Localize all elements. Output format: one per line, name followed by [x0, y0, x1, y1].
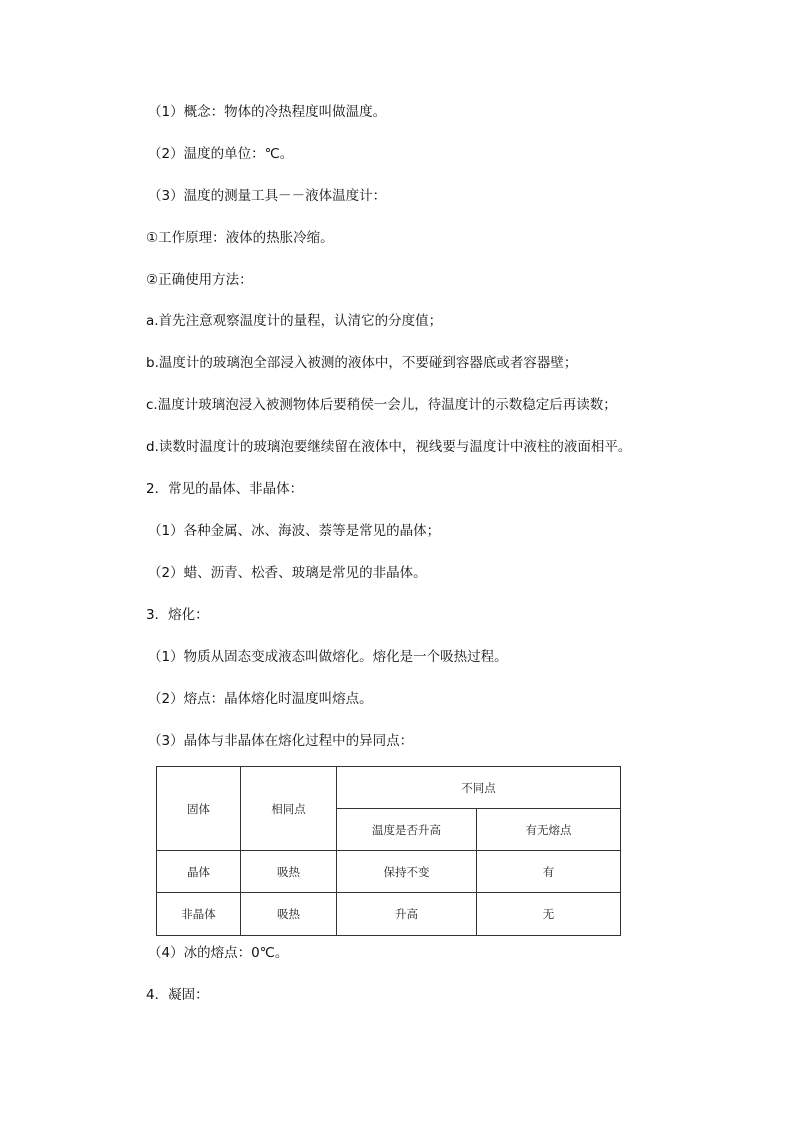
row-name: 晶体: [157, 851, 241, 893]
text-line: ②正确使用方法：: [146, 272, 253, 288]
row-temp: 保持不变: [337, 851, 477, 893]
text-line: d.读数时温度计的玻璃泡要继续留在液体中，视线要与温度计中液柱的液面相平。: [146, 439, 632, 455]
header-melting-point: 有无熔点: [477, 809, 621, 851]
header-diff: 不同点: [337, 767, 621, 809]
row-temp: 升高: [337, 893, 477, 936]
row-same: 吸热: [241, 851, 337, 893]
header-temp-rise: 温度是否升高: [337, 809, 477, 851]
header-same: 相同点: [241, 767, 337, 851]
row-melting-point: 无: [477, 893, 621, 936]
header-solid: 固体: [157, 767, 241, 851]
text-line: （2）熔点：晶体熔化时温度叫熔点。: [148, 691, 373, 707]
text-line: （4）冰的熔点：0℃。: [148, 945, 289, 961]
section-heading: 4．凝固：: [146, 987, 209, 1003]
text-line: （1）概念：物体的冷热程度叫做温度。: [148, 104, 387, 120]
text-line: （2）温度的单位：℃。: [148, 146, 294, 162]
text-line: a.首先注意观察温度计的量程，认清它的分度值；: [146, 313, 443, 329]
text-line: c.温度计玻璃泡浸入被测物体后要稍侯一会儿，待温度计的示数稳定后再读数；: [146, 397, 617, 413]
text-line: （1）物质从固态变成液态叫做熔化。熔化是一个吸热过程。: [148, 649, 508, 665]
text-line: b.温度计的玻璃泡全部浸入被测的液体中，不要碰到容器底或者容器壁；: [146, 355, 578, 371]
row-melting-point: 有: [477, 851, 621, 893]
table-row: [157, 893, 621, 936]
text-line: （1）各种金属、冰、海波、萘等是常见的晶体；: [148, 523, 441, 539]
section-heading: 2．常见的晶体、非晶体：: [146, 481, 304, 497]
text-line: ①工作原理：液体的热胀冷缩。: [146, 230, 334, 246]
text-line: （3）晶体与非晶体在熔化过程中的异同点：: [148, 733, 414, 749]
row-same: 吸热: [241, 893, 337, 936]
table-row: [157, 851, 621, 893]
text-line: （3）温度的测量工具－－液体温度计：: [148, 188, 387, 204]
text-line: （2）蜡、沥青、松香、玻璃是常见的非晶体。: [148, 565, 427, 581]
section-heading: 3．熔化：: [146, 607, 209, 623]
row-name: 非晶体: [157, 893, 241, 936]
comparison-table: [156, 766, 621, 936]
